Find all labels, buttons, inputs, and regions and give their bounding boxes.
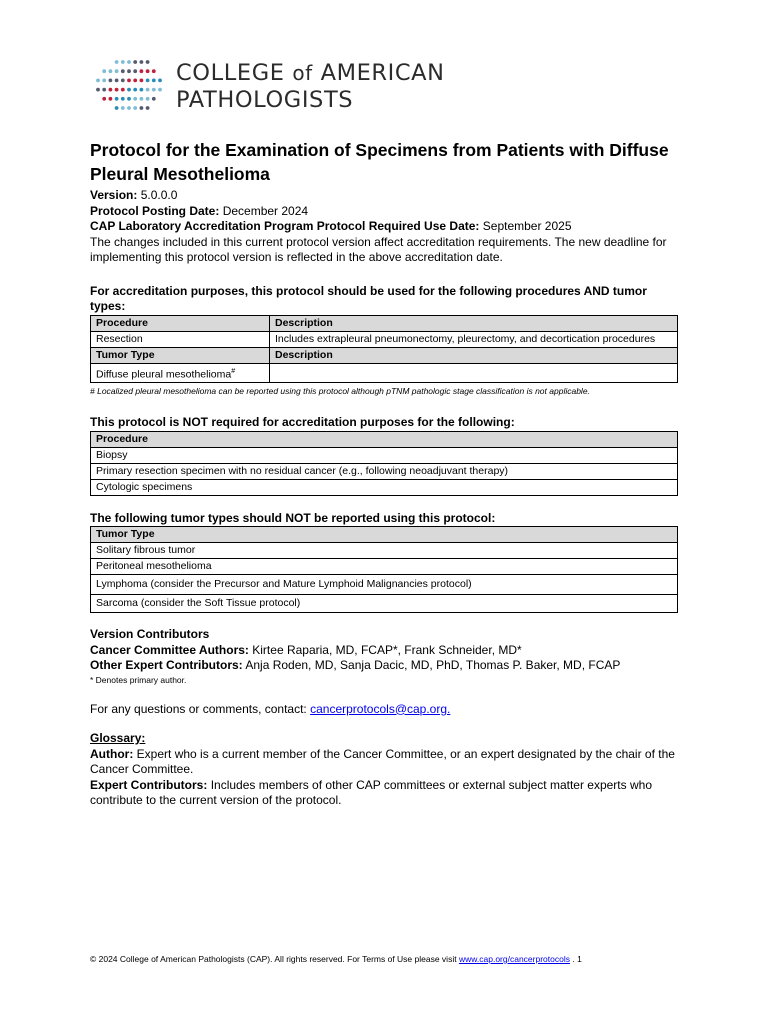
table-row: Primary resection specimen with no residual cancer (e.g., following neoadjuvant therapy) xyxy=(91,463,678,479)
page-number: . 1 xyxy=(572,954,582,964)
logo-dot xyxy=(127,106,131,110)
logo-dot xyxy=(140,97,144,101)
tumor-description-header: Description xyxy=(270,347,678,363)
posting-date-line xyxy=(90,204,679,220)
authors-label: Cancer Committee Authors: xyxy=(90,642,249,657)
accreditation-table xyxy=(90,315,678,384)
not-required-table xyxy=(90,431,678,496)
contact-email-link[interactable]: cancerprotocols@cap.org. xyxy=(310,701,451,716)
primary-author-note: * Denotes primary author. xyxy=(90,674,187,685)
logo-dot xyxy=(115,106,119,110)
logo-dot xyxy=(109,97,113,101)
logo-dot xyxy=(140,69,144,73)
table-row: Peritoneal mesothelioma xyxy=(91,559,678,575)
logo-dot xyxy=(115,88,119,92)
not-reported-header: Tumor Type xyxy=(91,527,678,543)
table-row: Biopsy xyxy=(91,447,678,463)
tumor-type-cell xyxy=(91,363,270,383)
glossary-author-label: Author: xyxy=(90,746,134,761)
logo-line-2: PATHOLOGISTS xyxy=(176,87,354,113)
authors-value: Kirtee Raparia, MD, FCAP*, Frank Schneider, MD* xyxy=(252,642,522,657)
contact-line xyxy=(90,702,679,718)
logo-dot xyxy=(133,79,137,83)
glossary-expert-label: Expert Contributors: xyxy=(90,777,208,792)
logo-dot xyxy=(133,88,137,92)
logo-dot xyxy=(121,97,125,101)
logo-dot xyxy=(146,88,150,92)
other-contributors-line xyxy=(90,658,679,674)
logo-dot xyxy=(127,97,131,101)
logo-dot xyxy=(133,97,137,101)
document-body xyxy=(90,138,679,809)
posting-date-value: December 2024 xyxy=(222,203,309,218)
logo-dot xyxy=(140,60,144,64)
not-reported-table xyxy=(90,526,678,613)
contact-text: For any questions or comments, contact: xyxy=(90,701,307,716)
logo-dot xyxy=(146,106,150,110)
logo-dot xyxy=(152,69,156,73)
table-row: Cytologic specimens xyxy=(91,479,678,495)
tumor-description-cell xyxy=(270,363,678,383)
required-date-value: September 2025 xyxy=(482,219,572,233)
version-label: Version: xyxy=(90,188,138,202)
version-value: 5.0.0.0 xyxy=(140,188,178,202)
logo-dot xyxy=(127,60,131,64)
footer-copyright: © 2024 College of American Pathologists (CAP). All rights reserved. For Terms of Use please visit xyxy=(90,954,457,964)
cap-logo-dots-icon xyxy=(94,57,164,115)
required-date-line xyxy=(90,219,679,235)
logo-dot xyxy=(152,97,156,101)
authors-line xyxy=(90,643,679,659)
logo-dot xyxy=(146,79,150,83)
page-footer xyxy=(90,954,582,964)
logo-dot xyxy=(158,88,162,92)
logo-dot xyxy=(133,60,137,64)
logo-dot xyxy=(102,97,106,101)
tumor-type-text: Diffuse pleural mesothelioma xyxy=(96,368,232,380)
logo-dot xyxy=(121,69,125,73)
other-contributors-label: Other Expert Contributors: xyxy=(90,658,243,672)
other-contributors-value: Anja Roden, MD, Sanja Dacic, MD, PhD, Thomas P. Baker, MD, FCAP xyxy=(245,658,621,672)
logo-dot xyxy=(96,88,100,92)
logo-dot xyxy=(121,88,125,92)
procedure-header: Procedure xyxy=(91,315,270,331)
procedure-description-cell: Includes extrapleural pneumonectomy, pleurectomy, and decortication procedures xyxy=(270,331,678,347)
logo-dot xyxy=(102,69,106,73)
logo-dot xyxy=(146,69,150,73)
procedure-cell: Resection xyxy=(91,331,270,347)
logo-dot xyxy=(115,79,119,83)
logo-dot xyxy=(96,79,100,83)
logo-dot xyxy=(121,79,125,83)
glossary-expert-definition: Includes members of other CAP committees or external subject matter experts who contribute to the current version of the protocol. xyxy=(90,777,652,807)
not-reported-heading: The following tumor types should NOT be reported using this protocol: xyxy=(90,510,496,525)
table-footnote: # Localized pleural mesothelioma can be reported using this protocol although pTNM pathologic stage classification is not applicable. xyxy=(90,386,590,396)
table-row: Lymphoma (consider the Precursor and Mature Lymphoid Malignancies protocol) xyxy=(91,575,678,595)
logo-dot xyxy=(109,88,113,92)
logo-dot xyxy=(140,79,144,83)
logo-college: COLLEGE xyxy=(176,60,285,86)
logo-dot xyxy=(152,88,156,92)
tumor-type-footnote-mark: # xyxy=(231,367,236,375)
logo-dot xyxy=(109,79,113,83)
footer-terms-link[interactable]: www.cap.org/cancerprotocols xyxy=(458,954,570,964)
logo-dot xyxy=(115,97,119,101)
not-required-header: Procedure xyxy=(91,431,678,447)
glossary-heading: Glossary: xyxy=(90,731,146,745)
logo-dot xyxy=(146,60,150,64)
logo-dot xyxy=(140,106,144,110)
logo-dot xyxy=(158,79,162,83)
glossary-author xyxy=(90,747,679,778)
logo-dot xyxy=(127,88,131,92)
logo-dot xyxy=(102,79,106,83)
description-header: Description xyxy=(270,315,678,331)
logo-dot xyxy=(115,60,119,64)
tumor-type-header: Tumor Type xyxy=(91,347,270,363)
logo-dot xyxy=(140,88,144,92)
posting-date-label: Protocol Posting Date: xyxy=(90,203,220,218)
glossary-expert xyxy=(90,778,679,809)
not-required-heading: This protocol is NOT required for accreditation purposes for the following: xyxy=(90,415,515,429)
logo-dot xyxy=(152,79,156,83)
logo-american: AMERICAN xyxy=(320,60,445,86)
required-date-label: CAP Laboratory Accreditation Program Protocol Required Use Date: xyxy=(90,219,480,233)
logo-dot xyxy=(109,69,113,73)
cap-logo xyxy=(94,57,474,115)
logo-of: of xyxy=(292,61,313,85)
glossary-author-definition: Expert who is a current member of the Cancer Committee, or an expert designated by the chair of the Cancer Committee. xyxy=(90,746,675,776)
logo-dot xyxy=(146,97,150,101)
page-title: Protocol for the Examination of Specimens from Patients with Diffuse Pleural Mesothelioma xyxy=(90,140,669,184)
logo-line-1 xyxy=(176,60,445,86)
contributors-heading: Version Contributors xyxy=(90,627,210,641)
table-row: Solitary fibrous tumor xyxy=(91,543,678,559)
logo-dot xyxy=(127,69,131,73)
version-line xyxy=(90,188,679,204)
logo-dot xyxy=(127,79,131,83)
logo-dot xyxy=(115,69,119,73)
changes-note: The changes included in this current protocol version affect accreditation requirements. The new deadline for implementing this protocol version is reflected in the above accreditation date. xyxy=(90,234,667,264)
logo-dot xyxy=(102,88,106,92)
table-row: Sarcoma (consider the Soft Tissue protocol) xyxy=(91,595,678,613)
logo-dot xyxy=(133,69,137,73)
logo-dot xyxy=(121,106,125,110)
logo-dot xyxy=(121,60,125,64)
accreditation-heading: For accreditation purposes, this protocol should be used for the following procedures AND tumor types: xyxy=(90,283,647,313)
logo-dot xyxy=(133,106,137,110)
